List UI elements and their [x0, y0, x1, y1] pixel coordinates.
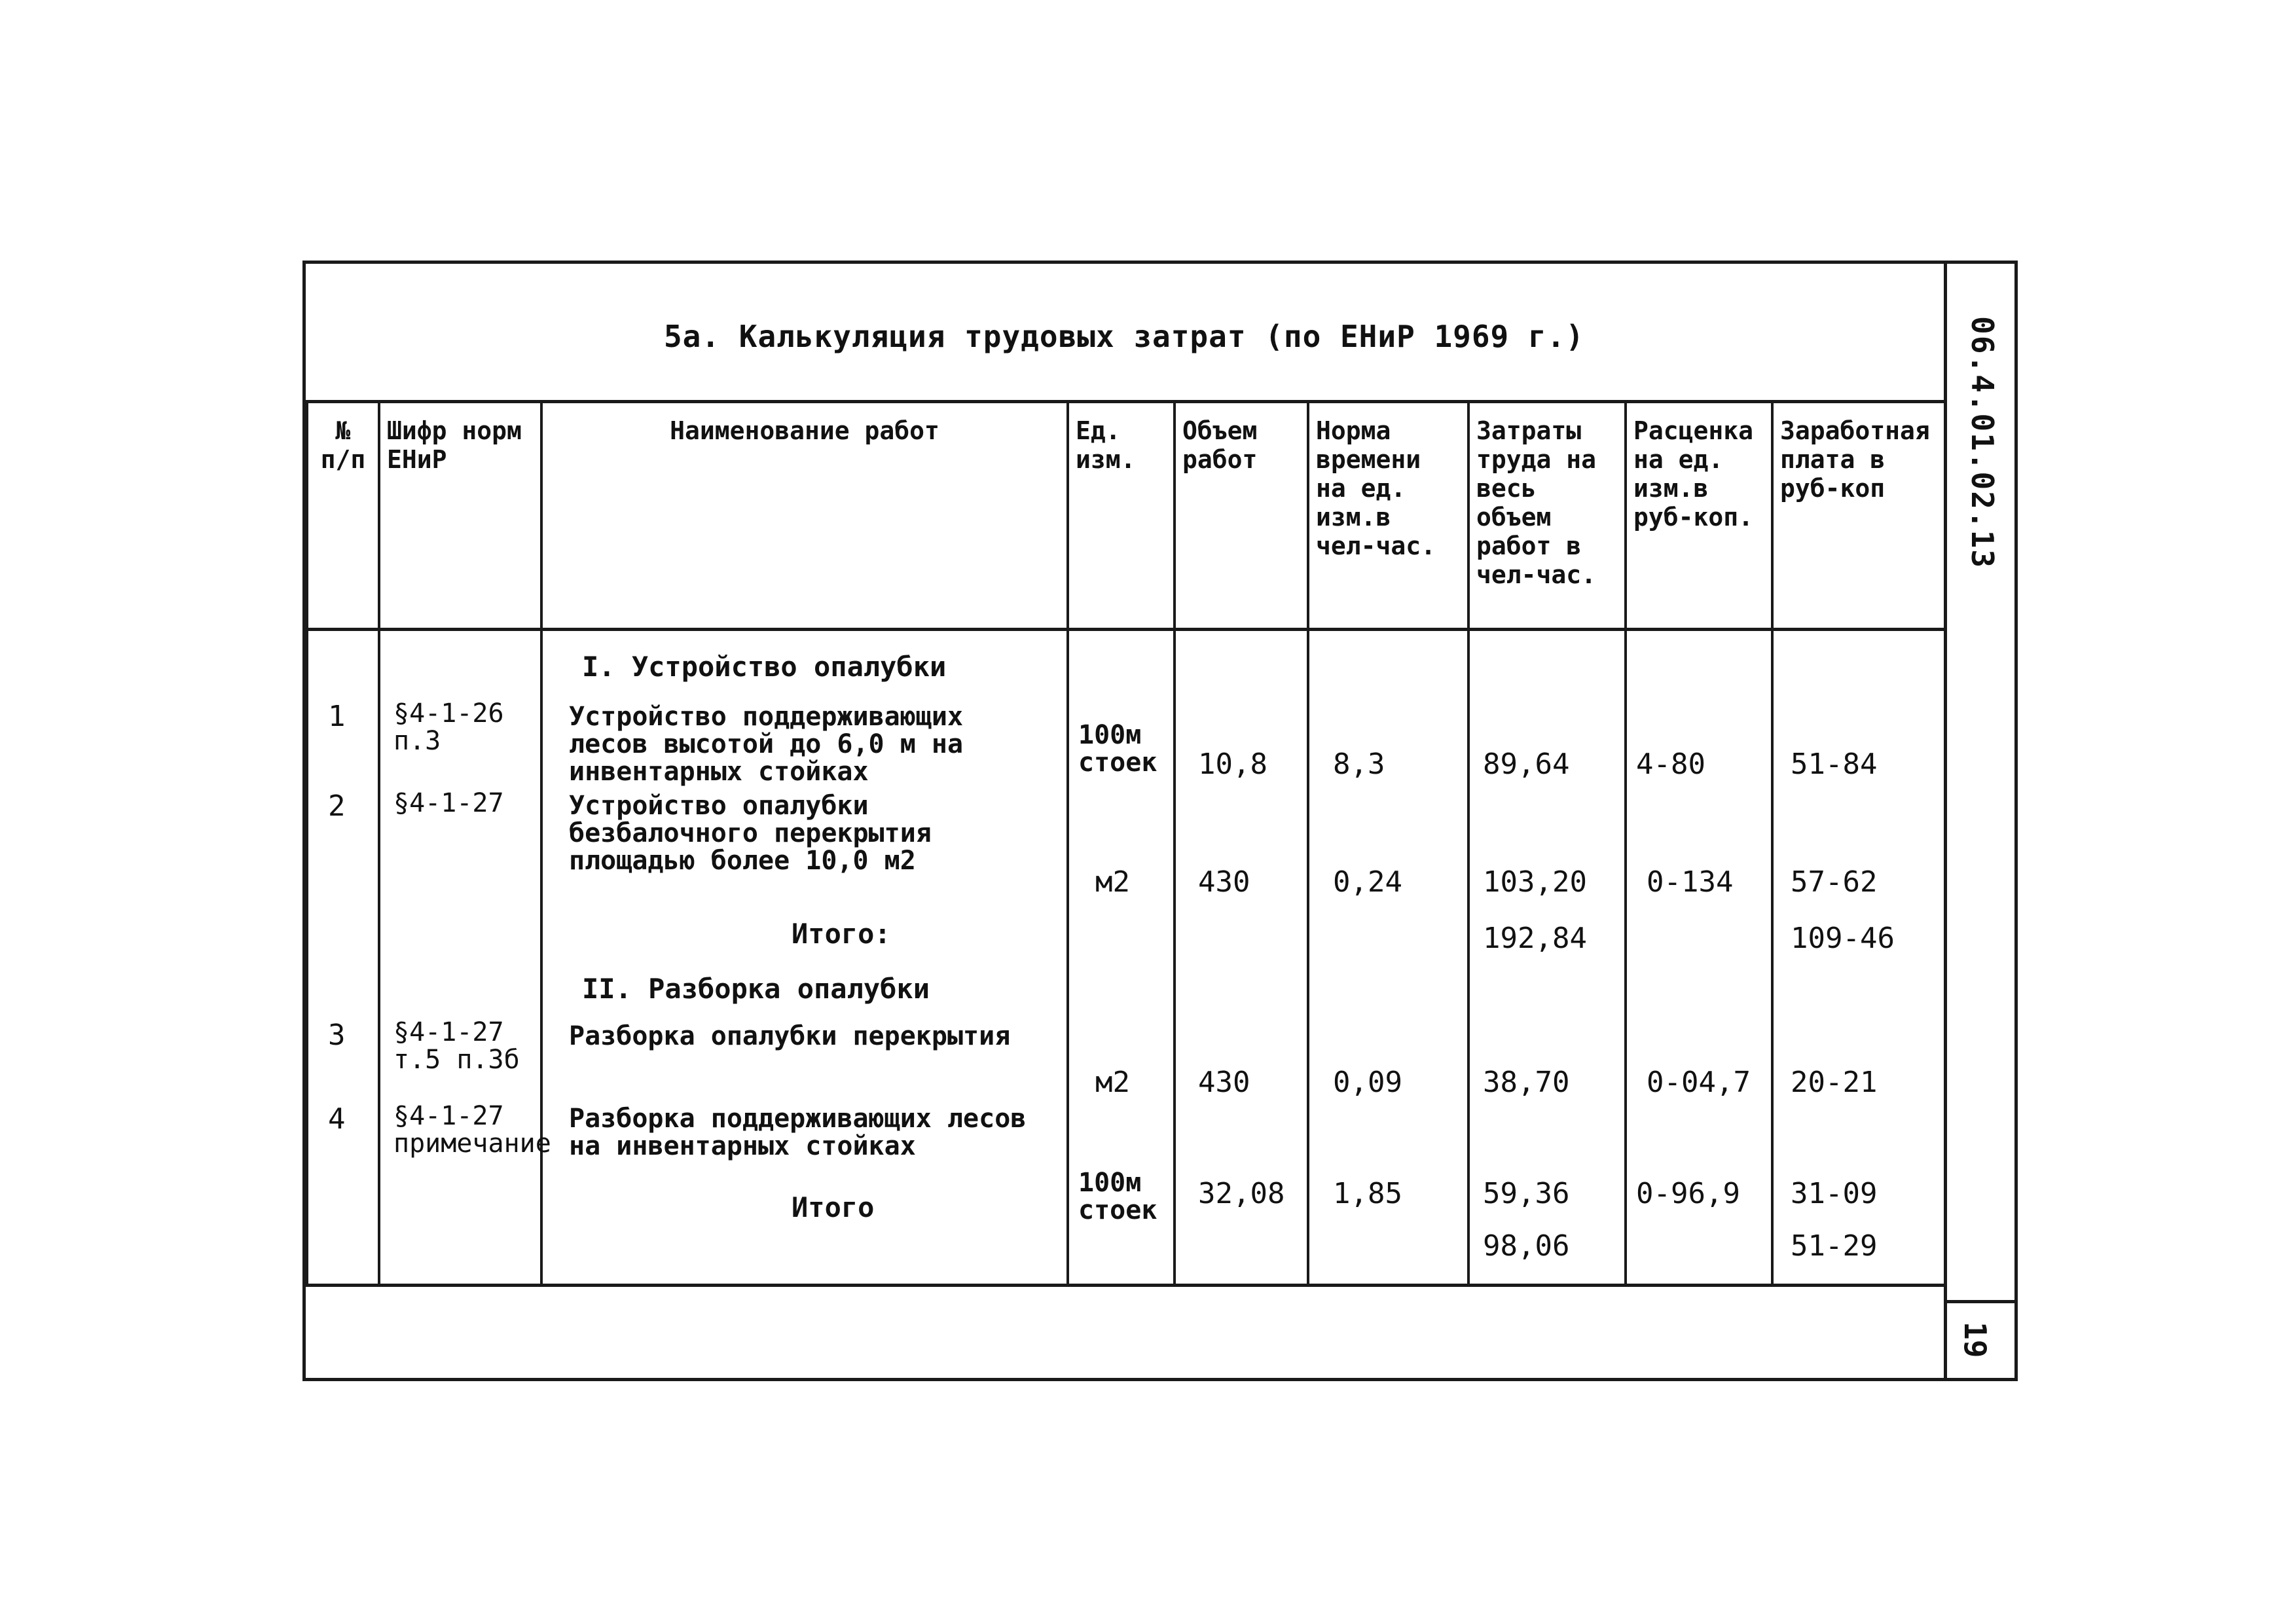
row-4-rate: 0-96,9 — [1636, 1177, 1740, 1210]
row-3-volume: 430 — [1198, 1066, 1250, 1099]
row-3-wage: 20-21 — [1791, 1066, 1878, 1099]
section-1-title: I. Устройство опалубки — [582, 651, 947, 683]
total-1-label: Итого: — [792, 918, 891, 950]
page-number: 19 — [1958, 1322, 1993, 1358]
row-4-unit: 100м стоек — [1078, 1168, 1157, 1225]
col-unit — [1068, 630, 1175, 1286]
header-norm: Норма времени на ед. изм.в чел-час. — [1308, 402, 1468, 630]
col-norm — [1308, 630, 1468, 1286]
total-2-wage: 51-29 — [1791, 1229, 1878, 1263]
row-1-norm: 8,3 — [1333, 748, 1385, 781]
total-2-labor: 98,06 — [1483, 1229, 1570, 1263]
header-num: № п/п — [307, 402, 379, 630]
col-volume — [1175, 630, 1308, 1286]
row-2-norm: 0,24 — [1333, 865, 1402, 899]
header-wage: Заработная плата в руб-коп — [1772, 402, 1945, 630]
total-2-label: Итого — [792, 1191, 875, 1223]
row-3-name: Разборка опалубки перекрытия — [569, 1021, 1011, 1051]
header-code: Шифр норм ЕНиР — [379, 402, 541, 630]
document-code — [1965, 316, 2023, 578]
document-frame — [302, 261, 2018, 1381]
header-rate: Расценка на ед. изм.в руб-коп. — [1626, 402, 1772, 630]
row-1-code: §4-1-26 п.3 — [393, 698, 504, 756]
document-code-text: 06.4.01.02.13 — [1965, 316, 2000, 569]
col-labor — [1468, 630, 1626, 1286]
row-2-unit: м2 — [1095, 865, 1130, 899]
row-2-rate: 0-134 — [1647, 865, 1734, 899]
row-1-name: Устройство поддерживающих лесов высотой до 6,0 м на инвентарных стойках — [569, 702, 964, 787]
table-header-row — [307, 402, 1945, 630]
total-1-wage: 109-46 — [1791, 922, 1895, 955]
row-4-volume: 32,08 — [1198, 1177, 1285, 1210]
col-num — [307, 630, 379, 1286]
col-code — [379, 630, 551, 1286]
row-3-norm: 0,09 — [1333, 1066, 1402, 1099]
row-2-code: §4-1-27 — [393, 788, 504, 818]
row-2-num: 2 — [328, 789, 346, 823]
row-4-num: 4 — [328, 1102, 346, 1136]
table-body-row — [307, 630, 1945, 1286]
col-rate — [1626, 630, 1772, 1286]
document-title: 5а. Калькуляция трудовых затрат (по ЕНиР 1969 г.) — [663, 319, 1585, 354]
row-2-name: Устройство опалубки безбалочного перекрытия площадью более 10,0 м2 — [569, 791, 932, 876]
row-1-rate: 4-80 — [1636, 748, 1705, 781]
row-4-wage: 31-09 — [1791, 1177, 1878, 1210]
header-unit: Ед. изм. — [1068, 402, 1175, 630]
row-1-num: 1 — [328, 700, 346, 733]
col-wage — [1772, 630, 1945, 1286]
row-3-unit: м2 — [1095, 1066, 1130, 1099]
row-2-labor: 103,20 — [1483, 865, 1587, 899]
row-3-num: 3 — [328, 1019, 346, 1052]
section-2-title: II. Разборка опалубки — [582, 973, 930, 1005]
row-3-labor: 38,70 — [1483, 1066, 1570, 1099]
header-labor: Затраты труда на весь объем работ в чел-час. — [1468, 402, 1626, 630]
row-1-labor: 89,64 — [1483, 748, 1570, 781]
row-3-rate: 0-04,7 — [1647, 1066, 1751, 1099]
row-2-volume: 430 — [1198, 865, 1250, 899]
row-3-code: §4-1-27 т.5 п.3б — [393, 1017, 520, 1075]
total-1-labor: 192,84 — [1483, 922, 1587, 955]
row-1-unit: 100м стоек — [1078, 720, 1157, 778]
row-1-volume: 10,8 — [1198, 748, 1267, 781]
header-volume: Объем работ — [1175, 402, 1308, 630]
row-4-code: §4-1-27 примечание — [393, 1101, 551, 1159]
row-4-labor: 59,36 — [1483, 1177, 1570, 1210]
row-4-norm: 1,85 — [1333, 1177, 1402, 1210]
row-4-name: Разборка поддерживающих лесов на инвентарных стойках — [569, 1104, 1027, 1161]
header-name: Наименование работ — [541, 402, 1068, 630]
row-2-wage: 57-62 — [1791, 865, 1878, 899]
row-1-wage: 51-84 — [1791, 748, 1878, 781]
page-number-box — [1944, 1300, 2018, 1381]
col-name — [541, 630, 1068, 1286]
labor-cost-table — [306, 400, 1946, 1287]
